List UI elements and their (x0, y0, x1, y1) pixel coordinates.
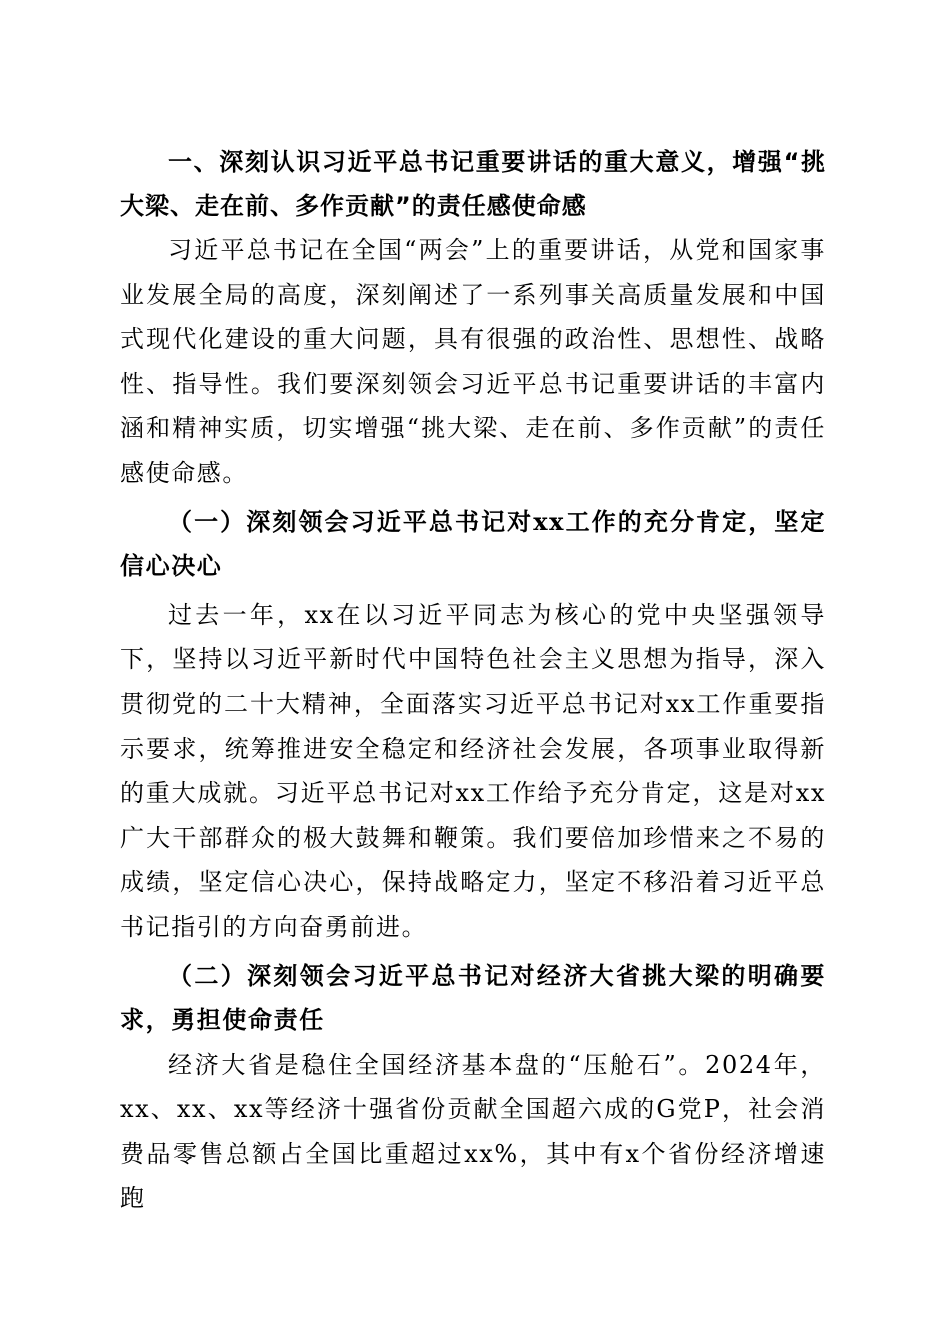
paragraph: 经济大省是稳住全国经济基本盘的“压舱石”。2024年，xx、xx、xx等经济十强省份贡献全国超六成的G党P，社会消费品零售总额占全国比重超过xx%，其中有x个省份经济增速跑 (120, 1050, 826, 1213)
section-heading: 一、深刻认识习近平总书记重要讲话的重大意义，增强“挑大梁、走在前、多作贡献”的责任感使命感 (120, 148, 826, 220)
document-body (120, 140, 826, 1221)
subsection-heading-2: （二）深刻领会习近平总书记对经济大省挑大梁的明确要求，勇担使命责任 (120, 960, 826, 1035)
paragraph: 习近平总书记在全国“两会”上的重要讲话，从党和国家事业发展全局的高度，深刻阐述了一系列事关高质量发展和中国式现代化建设的重大问题，具有很强的政治性、思想性、战略性、指导性。我们要深刻领会习近平总书记重要讲话的丰富内涵和精神实质，切实增强“挑大梁、走在前、多作贡献”的责任感使命感。 (120, 236, 826, 487)
subsection-heading-1: （一）深刻领会习近平总书记对xx工作的充分肯定，坚定信心决心 (120, 506, 826, 581)
paragraph: 过去一年，xx在以习近平同志为核心的党中央坚强领导下，坚持以习近平新时代中国特色社会主义思想为指导，深入贯彻党的二十大精神，全面落实习近平总书记对xx工作重要指示要求，统筹推进安全稳定和经济社会发展，各项事业取得新的重大成就。习近平总书记对xx工作给予充分肯定，这是对xx广大干部群众的极大鼓舞和鞭策。我们要倍加珍惜来之不易的成绩，坚定信心决心，保持战略定力，坚定不移沿着习近平总书记指引的方向奋勇前进。 (120, 600, 826, 941)
